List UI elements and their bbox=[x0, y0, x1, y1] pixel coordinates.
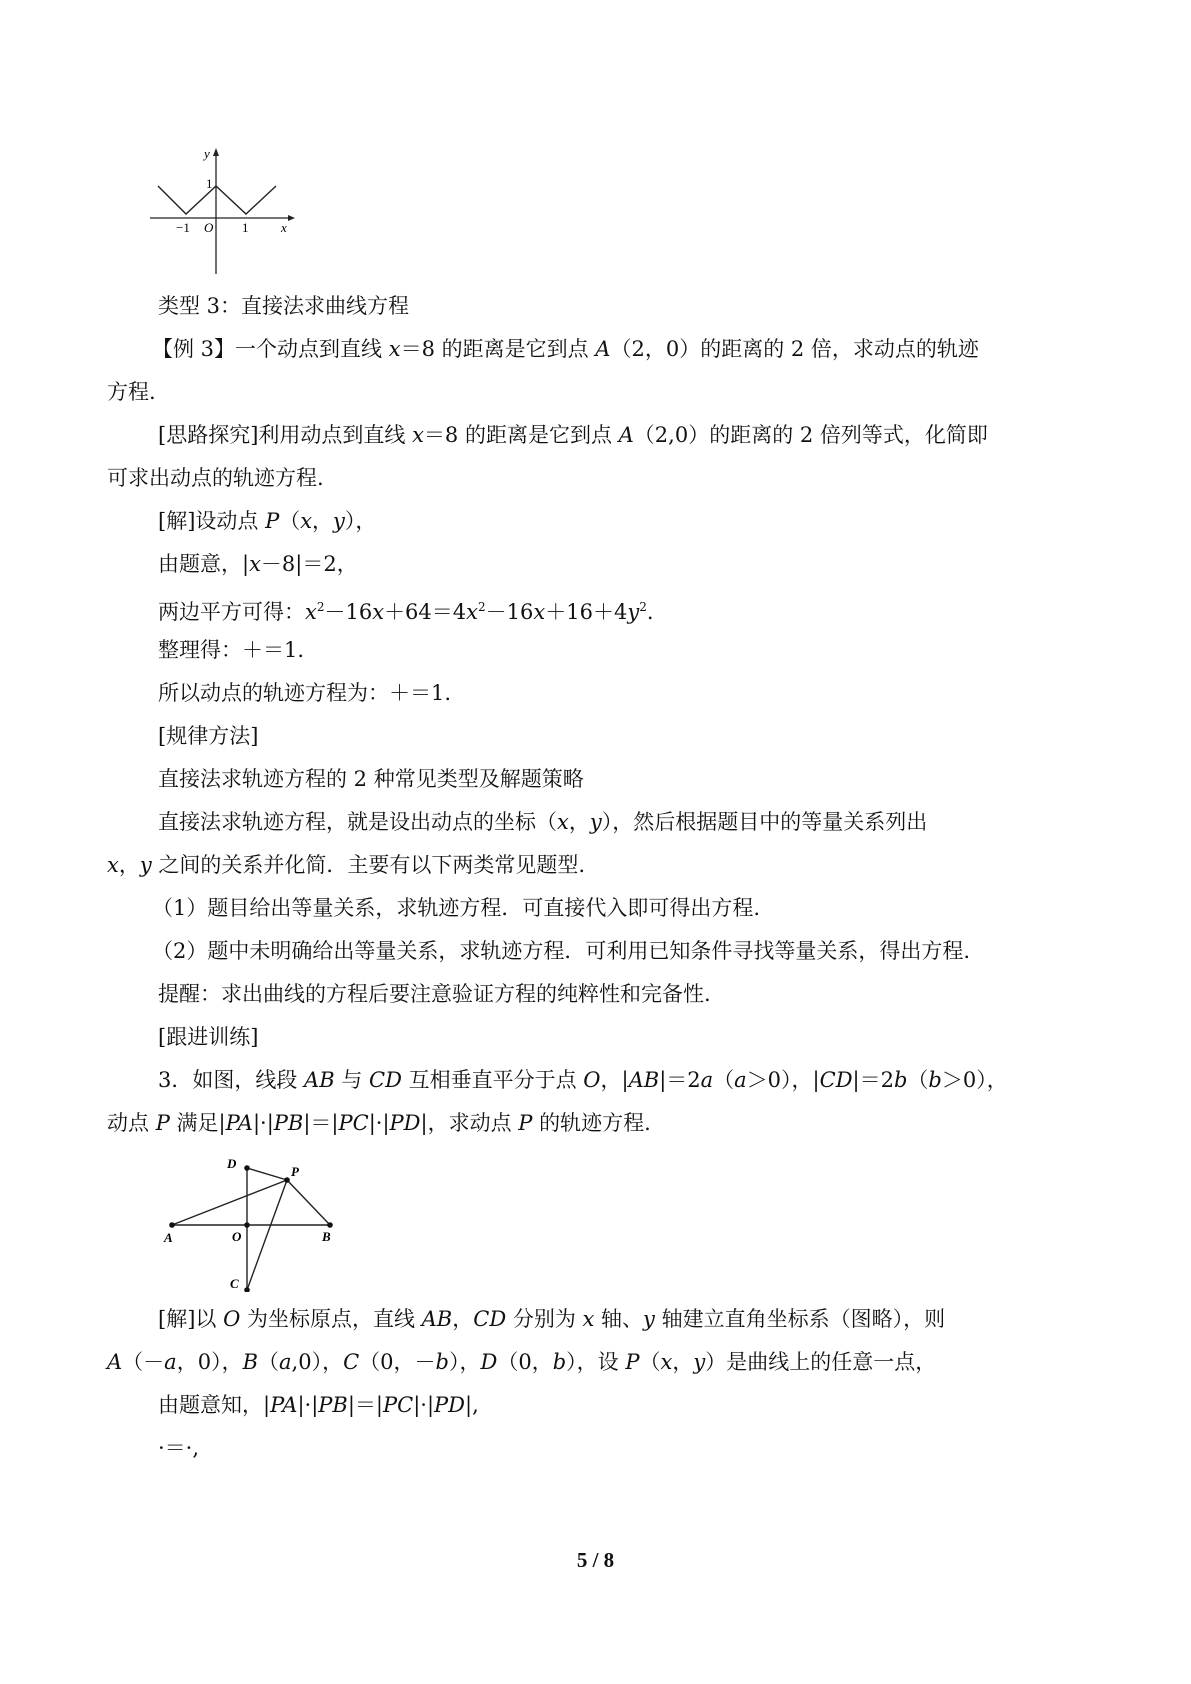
label-C: C bbox=[230, 1276, 239, 1291]
y-one-label: 1 bbox=[206, 176, 213, 191]
point-D bbox=[244, 1165, 250, 1171]
method-para-line2: x，y 之间的关系并化简．主要有以下两类常见题型. bbox=[107, 853, 586, 877]
x-axis-label: x bbox=[281, 220, 287, 235]
graph-svg bbox=[148, 148, 298, 276]
label-B: B bbox=[322, 1229, 331, 1244]
solution2-line4: ·＝·, bbox=[158, 1436, 200, 1460]
segment-PB bbox=[287, 1180, 330, 1225]
practice-heading: [跟进训练] bbox=[158, 1025, 259, 1049]
method-heading: [规律方法] bbox=[158, 724, 259, 748]
point-B bbox=[327, 1222, 333, 1228]
origin-label: O bbox=[204, 220, 214, 235]
label-D: D bbox=[227, 1156, 237, 1171]
segment-D-P bbox=[247, 1168, 287, 1180]
solution2-line1: [解]以 O 为坐标原点，直线 AB，CD 分别为 x 轴、y 轴建立直角坐标系（图略），则 bbox=[158, 1307, 946, 1331]
point-A bbox=[169, 1222, 175, 1228]
label-O: O bbox=[232, 1229, 242, 1244]
x-neg-one-label: −1 bbox=[176, 220, 190, 235]
think-line1: [思路探究]利用动点到直线 x＝8 的距离是它到点 A（2,0）的距离的 2 倍列等式，化简即 bbox=[158, 423, 988, 447]
practice-question-line1: 3．如图，线段 AB 与 CD 互相垂直平分于点 O，|AB|＝2a（a＞0），|CD|＝2b（b＞0）， bbox=[158, 1068, 1008, 1092]
solution1-line3: 两边平方可得：$x^2-16x+64=4x^2-16x+16+4y^2$. bbox=[158, 600, 654, 624]
solution2-line3: 由题意知，|PA|·|PB|＝|PC|·|PD|, bbox=[158, 1393, 479, 1417]
solution2-line2: A（－a，0），B（a,0），C（0，－b），D（0，b），设 P（x，y）是曲线上的任意一点， bbox=[107, 1350, 937, 1374]
solution1-line2: 由题意，|x－8|＝2， bbox=[158, 552, 358, 576]
point-P bbox=[284, 1177, 290, 1183]
segment-PA bbox=[172, 1180, 287, 1225]
solution1-line4: 整理得：＋＝1. bbox=[158, 638, 305, 662]
x-axis-arrow bbox=[288, 215, 295, 221]
example-tag: 【例 3】 bbox=[152, 337, 236, 361]
think-line2: 可求出动点的轨迹方程. bbox=[107, 466, 324, 490]
y-axis-arrow bbox=[213, 148, 219, 156]
page-number: 5 / 8 bbox=[576, 1548, 615, 1572]
x-one-label: 1 bbox=[242, 220, 249, 235]
example3-line2: 方程. bbox=[107, 380, 156, 404]
method-para-line1: 直接法求轨迹方程，就是设出动点的坐标（x，y），然后根据题目中的等量关系列出 bbox=[158, 810, 928, 834]
point-C bbox=[244, 1287, 250, 1292]
segment-PC bbox=[247, 1180, 287, 1290]
label-A: A bbox=[164, 1230, 173, 1245]
method-tip: 提醒：求出曲线的方程后要注意验证方程的纯粹性和完备性. bbox=[158, 982, 711, 1006]
method-item-2: （2）题中未明确给出等量关系，求轨迹方程．可利用已知条件寻找等量关系，得出方程. bbox=[152, 939, 971, 963]
method-title: 直接法求轨迹方程的 2 种常见类型及解题策略 bbox=[158, 767, 584, 791]
v-curve bbox=[158, 186, 276, 214]
solution1-line5: 所以动点的轨迹方程为：＋＝1. bbox=[158, 681, 452, 705]
graph-figure bbox=[148, 148, 298, 276]
solution1-line1: [解]设动点 P（x，y）， bbox=[158, 509, 377, 533]
method-item-1: （1）题目给出等量关系，求轨迹方程．可直接代入即可得出方程. bbox=[152, 896, 761, 920]
type3-title: 类型 3：直接法求曲线方程 bbox=[158, 294, 410, 318]
y-axis-label: y bbox=[204, 148, 210, 161]
geometry-svg bbox=[150, 1152, 340, 1292]
point-O bbox=[244, 1222, 250, 1228]
practice-question-line2: 动点 P 满足|PA|·|PB|＝|PC|·|PD|，求动点 P 的轨迹方程. bbox=[107, 1111, 651, 1135]
example3-line1: 【例 3】一个动点到直线 x＝8 的距离是它到点 A（2，0）的距离的 2 倍，求动点的轨迹 bbox=[152, 337, 979, 361]
label-P: P bbox=[291, 1164, 299, 1179]
geometry-figure bbox=[150, 1152, 340, 1292]
